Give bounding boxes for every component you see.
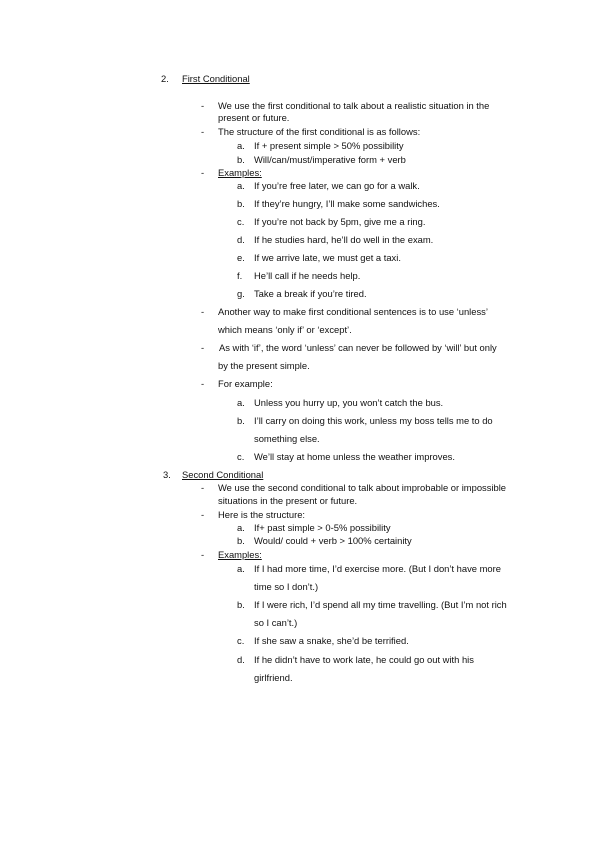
example-item: We’ll stay at home unless the weather improves. <box>254 451 455 462</box>
bullet-text: For example: <box>218 378 273 389</box>
example-item: Take a break if you’re tired. <box>254 288 367 299</box>
example-item: If they’re hungry, I’ll make some sandwiches. <box>254 198 440 209</box>
example-item: so I can’t.) <box>254 617 298 628</box>
section-number: 2. <box>161 73 169 84</box>
list-marker: f. <box>237 270 243 281</box>
list-marker: a. <box>237 563 245 574</box>
list-marker: a. <box>237 140 245 151</box>
list-marker: a. <box>237 522 245 533</box>
bullet-text: We use the first conditional to talk about a realistic situation in the <box>218 100 490 111</box>
list-marker: d. <box>237 234 245 245</box>
bullet-dash: - <box>201 167 205 178</box>
example-item: time so I don’t.) <box>254 581 319 592</box>
list-marker: b. <box>237 415 245 426</box>
example-item: girlfriend. <box>254 672 293 683</box>
list-item: If+ past simple > 0-5% possibility <box>254 522 391 533</box>
list-marker: b. <box>237 198 245 209</box>
list-marker: c. <box>237 451 245 462</box>
example-item: I’ll carry on doing this work, unless my boss tells me to do <box>254 415 493 426</box>
list-marker: c. <box>237 635 245 646</box>
examples-label: Examples: <box>218 549 262 560</box>
example-item: something else. <box>254 433 320 444</box>
section-number: 3. <box>163 469 171 480</box>
bullet-text: Here is the structure: <box>218 509 306 520</box>
example-item: If we arrive late, we must get a taxi. <box>254 252 401 263</box>
example-item: If I were rich, I’d spend all my time travelling. (But I’m not rich <box>254 599 507 610</box>
bullet-text: which means ‘only if’ or ‘except’. <box>218 324 352 335</box>
list-marker: e. <box>237 252 245 263</box>
bullet-dash: - <box>201 126 205 137</box>
example-item: If he didn’t have to work late, he could go out with his <box>254 654 474 665</box>
bullet-dash: - <box>201 378 205 389</box>
bullet-dash: - <box>201 549 205 560</box>
list-marker: a. <box>237 180 245 191</box>
bullet-dash: - <box>201 100 205 111</box>
example-item: If she saw a snake, she’d be terrified. <box>254 635 409 646</box>
list-marker: c. <box>237 216 245 227</box>
bullet-dash: - <box>201 509 205 520</box>
list-marker: d. <box>237 654 245 665</box>
example-item: If he studies hard, he’ll do well in the exam. <box>254 234 434 245</box>
bullet-dash: - <box>201 342 205 353</box>
example-item: He’ll call if he needs help. <box>254 270 361 281</box>
list-marker: g. <box>237 288 245 299</box>
list-marker: b. <box>237 535 245 546</box>
example-item: If you’re not back by 5pm, give me a ring. <box>254 216 426 227</box>
list-marker: a. <box>237 397 245 408</box>
list-marker: b. <box>237 599 245 610</box>
bullet-dash: - <box>201 482 205 493</box>
list-marker: b. <box>237 154 245 165</box>
list-item: Would/ could + verb > 100% certainity <box>254 535 412 546</box>
section-title: First Conditional <box>182 73 250 84</box>
section-title: Second Conditional <box>182 469 264 480</box>
bullet-text: present or future. <box>218 112 290 123</box>
bullet-text: We use the second conditional to talk about improbable or impossible <box>218 482 507 493</box>
list-item: Will/can/must/imperative form + verb <box>254 154 406 165</box>
bullet-text: situations in the present or future. <box>218 495 358 506</box>
bullet-text: As with ‘if’, the word ‘unless’ can never be followed by ‘will’ but only <box>219 342 497 353</box>
example-item: If I had more time, I’d exercise more. (But I don’t have more <box>254 563 501 574</box>
bullet-dash: - <box>201 306 205 317</box>
bullet-text: The structure of the first conditional is as follows: <box>218 126 421 137</box>
example-item: If you’re free later, we can go for a walk. <box>254 180 420 191</box>
example-item: Unless you hurry up, you won’t catch the bus. <box>254 397 444 408</box>
examples-label: Examples: <box>218 167 262 178</box>
bullet-text: Another way to make first conditional sentences is to use ‘unless’ <box>218 306 488 317</box>
bullet-text: by the present simple. <box>218 360 310 371</box>
list-item: If + present simple > 50% possibility <box>254 140 404 151</box>
